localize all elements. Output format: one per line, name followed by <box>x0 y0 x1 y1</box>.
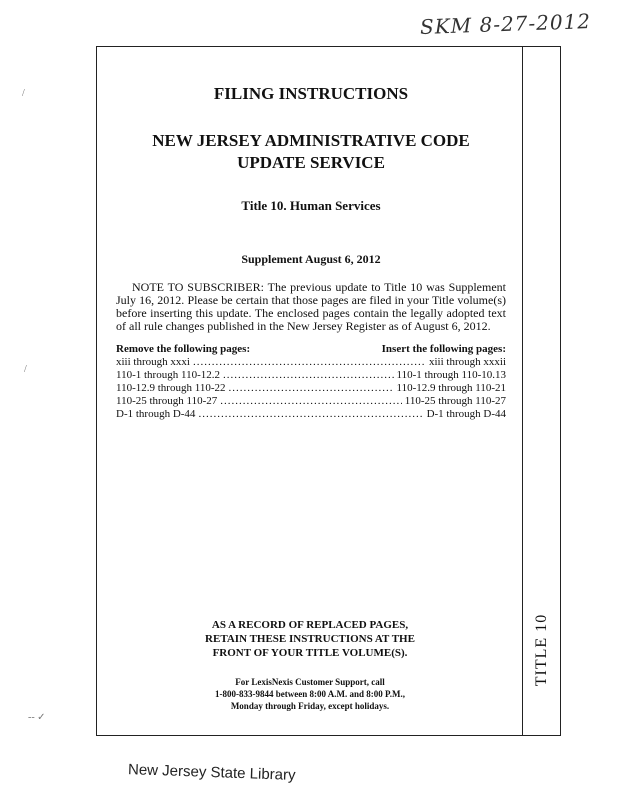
support-phone: 1-800-833-9844 between 8:00 A.M. and 8:00 P.M., <box>215 689 405 699</box>
insert-pages: 110-1 through 110-10.13 <box>396 369 506 381</box>
customer-support <box>160 676 460 712</box>
insert-pages: D-1 through D-44 <box>426 408 506 420</box>
record-notice <box>160 618 460 660</box>
code-title-line2: UPDATE SERVICE <box>237 153 385 172</box>
remove-pages: 110-12.9 through 110-22 <box>116 382 226 394</box>
table-row <box>116 382 506 395</box>
table-row <box>116 395 506 408</box>
remove-pages: D-1 through D-44 <box>116 408 196 420</box>
supplement-date: Supplement August 6, 2012 <box>241 252 381 266</box>
scan-mark: / <box>24 364 27 375</box>
remove-header: Remove the following pages: <box>116 343 251 355</box>
support-line1: For LexisNexis Customer Support, call <box>235 677 385 687</box>
insert-pages: 110-12.9 through 110-21 <box>396 382 506 394</box>
remove-pages: 110-1 through 110-12.2 <box>116 369 220 381</box>
scan-mark: -- ✓ <box>28 712 46 723</box>
table-row <box>116 408 506 421</box>
library-stamp: New Jersey State Library <box>127 761 296 784</box>
code-title <box>116 130 506 174</box>
pages-table-header <box>116 343 506 356</box>
record-notice-line2: RETAIN THESE INSTRUCTIONS AT THE <box>205 633 415 645</box>
document-title: FILING INSTRUCTIONS <box>213 84 409 103</box>
record-notice-line1: AS A RECORD OF REPLACED PAGES, <box>211 619 409 631</box>
insert-header: Insert the following pages: <box>381 343 506 355</box>
pages-table <box>116 343 506 421</box>
subscriber-note: NOTE TO SUBSCRIBER: The previous update to Title 10 was Supplement July 16, 2012. Please be certain that those pages are filed in your Title volume(s) before inserting this update. The enclosed pages contain the legally adopted text of all rule changes published in the New Jersey Register as of August 6, 2012. <box>116 280 506 333</box>
remove-pages: xiii through xxxi <box>116 356 190 368</box>
dot-leader <box>228 382 393 395</box>
insert-pages: xiii through xxxii <box>429 356 506 368</box>
dot-leader <box>220 395 402 408</box>
subtitle: Title 10. Human Services <box>241 198 381 213</box>
dot-leader <box>198 408 423 421</box>
dot-leader <box>193 356 426 369</box>
scan-mark: / <box>22 88 25 99</box>
insert-pages: 110-25 through 110-27 <box>404 395 506 407</box>
record-notice-line3: FRONT OF YOUR TITLE VOLUME(S). <box>212 647 408 659</box>
code-title-line1: NEW JERSEY ADMINISTRATIVE CODE <box>152 131 470 150</box>
table-row <box>116 369 506 382</box>
dot-leader <box>223 369 394 382</box>
table-row <box>116 356 506 369</box>
handwritten-annotation: SKM 8-27-2012 <box>419 9 592 39</box>
title-tab-label: TITLE 10 <box>533 613 551 687</box>
document-body <box>116 84 506 421</box>
title-tab <box>523 600 561 700</box>
remove-pages: 110-25 through 110-27 <box>116 395 218 407</box>
support-hours: Monday through Friday, except holidays. <box>230 701 390 711</box>
